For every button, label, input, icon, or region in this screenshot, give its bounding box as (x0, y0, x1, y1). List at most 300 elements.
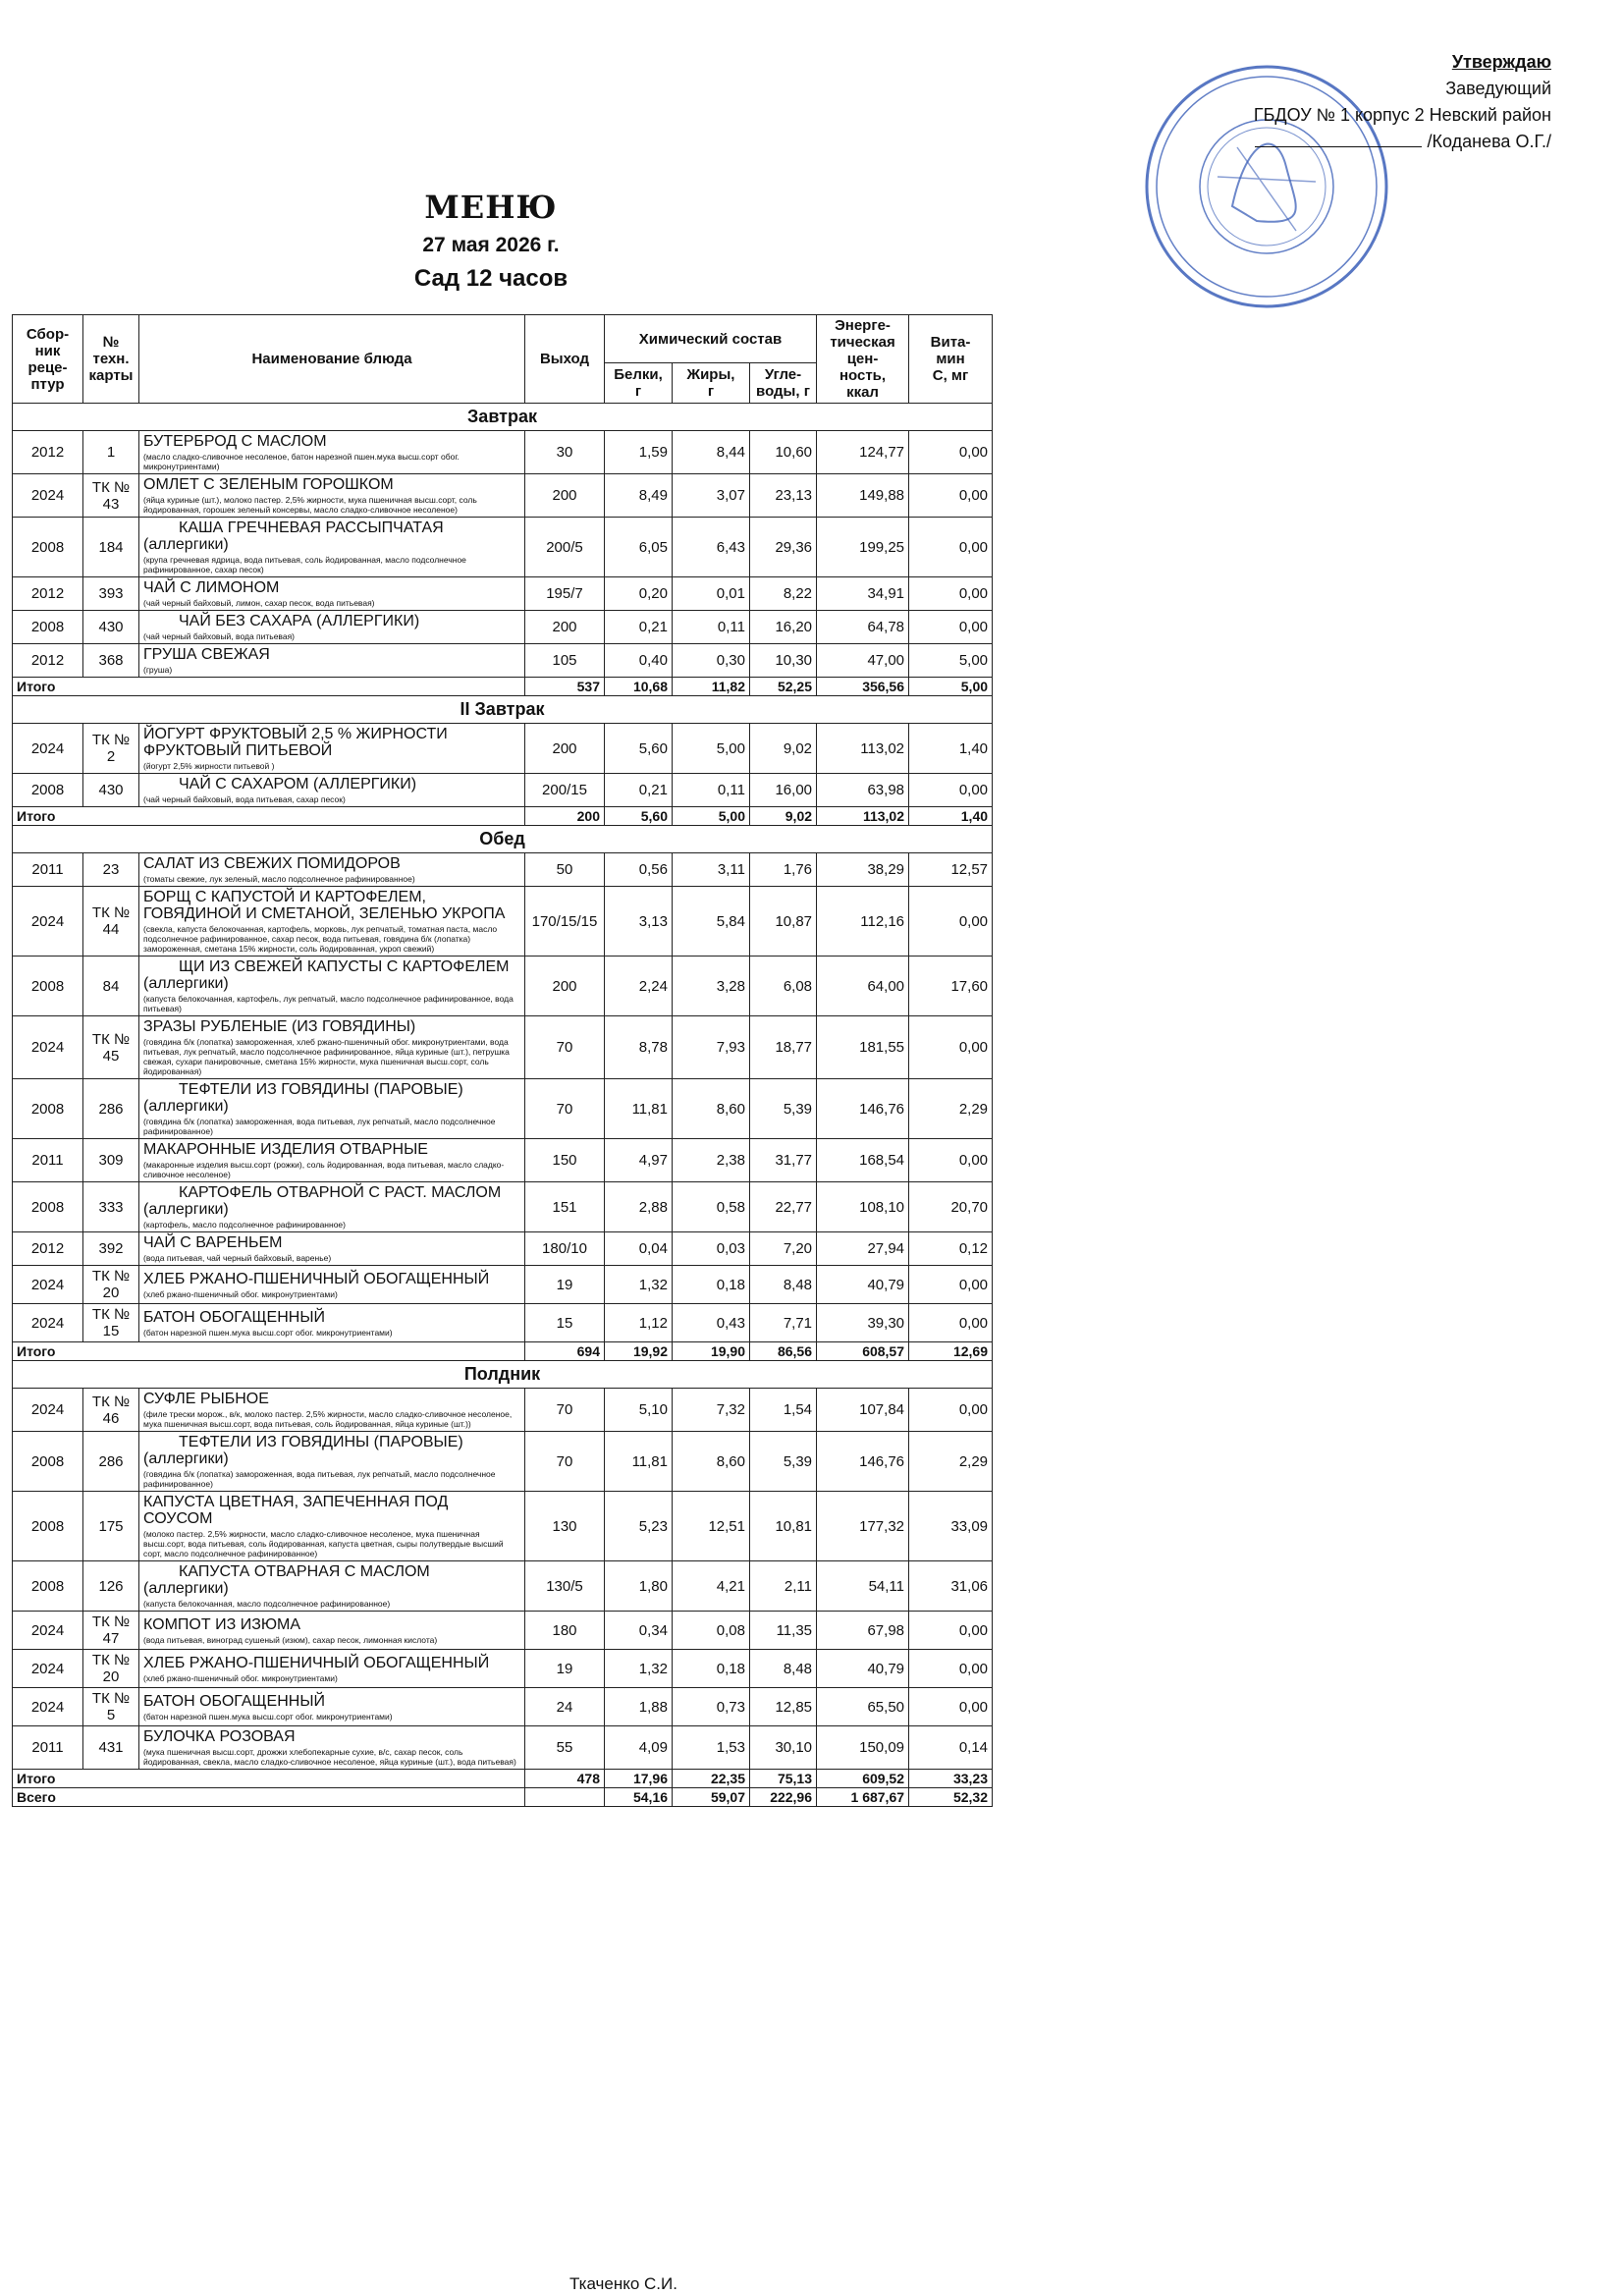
dish-name: САЛАТ ИЗ СВЕЖИХ ПОМИДОРОВ (143, 855, 401, 872)
tech-card-number: 126 (83, 1561, 139, 1612)
section-header (13, 404, 993, 431)
tech-card-number: 430 (83, 611, 139, 644)
dish-cell (139, 1561, 525, 1612)
dish-cell (139, 1079, 525, 1139)
approval-org: ГБДОУ № 1 корпус 2 Невский район (1253, 105, 1551, 125)
grand-total-fat: 59,07 (673, 1788, 750, 1807)
tech-card-number: ТК № 45 (83, 1016, 139, 1079)
dish-fat: 6,43 (673, 518, 750, 577)
dish-name: ЧАЙ С ЛИМОНОМ (143, 579, 280, 596)
dish-output: 105 (525, 644, 605, 678)
dish-energy: 150,09 (817, 1726, 909, 1770)
total-carbs: 75,13 (750, 1770, 817, 1788)
dish-carbs: 31,77 (750, 1139, 817, 1182)
dish-allergy-note: (аллергики) (143, 1580, 229, 1597)
dish-cell (139, 1492, 525, 1561)
dish-vitamin-c: 0,00 (909, 887, 993, 957)
dish-carbs: 30,10 (750, 1726, 817, 1770)
dish-vitamin-c: 20,70 (909, 1182, 993, 1232)
total-fat: 19,90 (673, 1342, 750, 1361)
tech-card-number: 286 (83, 1432, 139, 1492)
dish-protein: 1,59 (605, 431, 673, 474)
dish-allergy-note: (аллергики) (143, 536, 229, 553)
dish-ingredients: (говядина б/к (лопатка) замороженная, хлеб ржано-пшеничный обог. микронутриентами, вода питьевая, лук репчатый, масло подсолнечное рафинированное, яйца куриные (шт.), петрушка свежая, сухари панировочные, сметана 15% жирности, мука пшеничная высш.сорт, соль йодированная) (143, 1037, 510, 1076)
dish-fat: 0,58 (673, 1182, 750, 1232)
dish-name: ЗРАЗЫ РУБЛЕНЫЕ (ИЗ ГОВЯДИНЫ) (143, 1018, 416, 1035)
recipe-collection-year: 2024 (13, 1304, 83, 1342)
dish-name: ЩИ ИЗ СВЕЖЕЙ КАПУСТЫ С КАРТОФЕЛЕМ (179, 958, 510, 975)
dish-row (13, 1304, 993, 1342)
dish-cell (139, 1432, 525, 1492)
dish-row (13, 644, 993, 678)
dish-carbs: 12,85 (750, 1688, 817, 1726)
dish-protein: 1,32 (605, 1266, 673, 1304)
dish-carbs: 22,77 (750, 1182, 817, 1232)
dish-protein: 11,81 (605, 1079, 673, 1139)
total-protein: 19,92 (605, 1342, 673, 1361)
dish-protein: 0,40 (605, 644, 673, 678)
tech-card-number: ТК № 44 (83, 887, 139, 957)
signature-line (1255, 146, 1422, 147)
recipe-collection-year: 2024 (13, 1266, 83, 1304)
dish-carbs: 5,39 (750, 1432, 817, 1492)
tech-card-number: ТК № 47 (83, 1612, 139, 1650)
total-energy: 356,56 (817, 678, 909, 696)
dish-energy: 27,94 (817, 1232, 909, 1266)
dish-output: 30 (525, 431, 605, 474)
dish-protein: 5,60 (605, 724, 673, 774)
tech-card-number: ТК № 5 (83, 1688, 139, 1726)
tech-card-number: 392 (83, 1232, 139, 1266)
tech-card-number: 333 (83, 1182, 139, 1232)
recipe-collection-year: 2008 (13, 1432, 83, 1492)
dish-cell (139, 853, 525, 887)
dish-output: 200 (525, 474, 605, 518)
total-output: 200 (525, 807, 605, 826)
grand-total-output (525, 1788, 605, 1807)
dish-ingredients: (крупа гречневая ядрица, вода питьевая, соль йодированная, масло подсолнечное рафинированное, сахар песок) (143, 555, 466, 574)
dish-vitamin-c: 0,00 (909, 577, 993, 611)
dish-energy: 54,11 (817, 1561, 909, 1612)
recipe-collection-year: 2008 (13, 1492, 83, 1561)
dish-output: 70 (525, 1079, 605, 1139)
dish-carbs: 11,35 (750, 1612, 817, 1650)
recipe-collection-year: 2024 (13, 887, 83, 957)
dish-vitamin-c: 0,00 (909, 1688, 993, 1726)
recipe-collection-year: 2024 (13, 1688, 83, 1726)
dish-row (13, 1232, 993, 1266)
dish-vitamin-c: 0,00 (909, 1266, 993, 1304)
dish-row (13, 518, 993, 577)
total-output: 694 (525, 1342, 605, 1361)
dish-row (13, 1139, 993, 1182)
dish-name: ОМЛЕТ С ЗЕЛЕНЫМ ГОРОШКОМ (143, 476, 394, 493)
dish-row (13, 1432, 993, 1492)
recipe-collection-year: 2024 (13, 1612, 83, 1650)
dish-cell (139, 431, 525, 474)
dish-ingredients: (свекла, капуста белокочанная, картофель, морковь, лук репчатый, томатная паста, масло подсолнечное рафинированное, сахар песок, вода питьевая, говядина б/к (лопатка) замороженная, сметана 15% жирности, соль йодированная, укроп свежий) (143, 924, 498, 954)
dish-ingredients: (капуста белокочанная, картофель, лук репчатый, масло подсолнечное рафинированное, вода питьевая) (143, 994, 514, 1013)
dish-cell (139, 1232, 525, 1266)
dish-protein: 11,81 (605, 1432, 673, 1492)
grand-total-label: Всего (13, 1788, 525, 1807)
dish-protein: 0,21 (605, 774, 673, 807)
total-vitamin-c: 33,23 (909, 1770, 993, 1788)
dish-energy: 64,00 (817, 957, 909, 1016)
dish-name: БАТОН ОБОГАЩЕННЫЙ (143, 1692, 325, 1710)
col-collection: Сбор- ник реце- птур (13, 315, 83, 404)
dish-ingredients: (яйца куриные (шт.), молоко пастер. 2,5% жирности, мука пшеничная высш.сорт, соль йодированная, горошек зеленый консервы, масло сладко-сливочное несоленое) (143, 495, 477, 515)
dish-protein: 0,20 (605, 577, 673, 611)
dish-carbs: 8,48 (750, 1650, 817, 1688)
dish-fat: 8,60 (673, 1432, 750, 1492)
dish-protein: 5,10 (605, 1389, 673, 1432)
dish-carbs: 29,36 (750, 518, 817, 577)
grand-total-vitamin-c: 52,32 (909, 1788, 993, 1807)
recipe-collection-year: 2008 (13, 957, 83, 1016)
dish-carbs: 8,22 (750, 577, 817, 611)
dish-protein: 2,88 (605, 1182, 673, 1232)
dish-cell (139, 887, 525, 957)
dish-fat: 5,00 (673, 724, 750, 774)
total-label: Итого (13, 678, 525, 696)
dish-name: ТЕФТЕЛИ ИЗ ГОВЯДИНЫ (ПАРОВЫЕ) (179, 1081, 463, 1098)
dish-output: 19 (525, 1650, 605, 1688)
dish-output: 200/15 (525, 774, 605, 807)
recipe-collection-year: 2012 (13, 644, 83, 678)
approval-signer: /Коданева О.Г./ (1427, 132, 1551, 151)
total-fat: 5,00 (673, 807, 750, 826)
dish-fat: 7,32 (673, 1389, 750, 1432)
total-label: Итого (13, 1342, 525, 1361)
dish-ingredients: (вода питьевая, чай черный байховый, варенье) (143, 1253, 332, 1263)
section-header (13, 696, 993, 724)
dish-vitamin-c: 0,12 (909, 1232, 993, 1266)
dish-ingredients: (говядина б/к (лопатка) замороженная, вода питьевая, лук репчатый, масло подсолнечное рафинированное) (143, 1117, 496, 1136)
dish-energy: 39,30 (817, 1304, 909, 1342)
recipe-collection-year: 2008 (13, 774, 83, 807)
dish-protein: 3,13 (605, 887, 673, 957)
section-total-row (13, 807, 993, 826)
dish-output: 195/7 (525, 577, 605, 611)
dish-carbs: 18,77 (750, 1016, 817, 1079)
section-total-row (13, 1770, 993, 1788)
tech-card-number: 393 (83, 577, 139, 611)
dish-energy: 168,54 (817, 1139, 909, 1182)
dish-ingredients: (капуста белокочанная, масло подсолнечное рафинированное) (143, 1599, 391, 1609)
total-output: 537 (525, 678, 605, 696)
recipe-collection-year: 2024 (13, 724, 83, 774)
section-title: Обед (13, 826, 993, 853)
tech-card-number: 23 (83, 853, 139, 887)
approval-title: Утверждаю (1451, 52, 1551, 72)
dish-output: 130 (525, 1492, 605, 1561)
col-card: № техн. карты (83, 315, 139, 404)
dish-vitamin-c: 0,00 (909, 1016, 993, 1079)
total-energy: 113,02 (817, 807, 909, 826)
section-title: Полдник (13, 1361, 993, 1389)
dish-energy: 63,98 (817, 774, 909, 807)
dish-ingredients: (батон нарезной пшен.мука высш.сорт обог. микронутриентами) (143, 1711, 393, 1722)
dish-carbs: 8,48 (750, 1266, 817, 1304)
dish-output: 180/10 (525, 1232, 605, 1266)
dish-fat: 8,60 (673, 1079, 750, 1139)
dish-ingredients: (филе трески морож., в/к, молоко пастер. 2,5% жирности, масло сладко-сливочное несоленое, мука пшеничная высш.сорт, вода питьевая, соль йодированная, яйца куриные (шт.)) (143, 1409, 513, 1429)
dish-row (13, 1650, 993, 1688)
dish-allergy-note: (аллергики) (143, 1201, 229, 1218)
col-chem: Химический состав (605, 315, 817, 363)
dish-protein: 0,21 (605, 611, 673, 644)
total-label: Итого (13, 807, 525, 826)
tech-card-number: 430 (83, 774, 139, 807)
footer-signature (491, 2274, 785, 2294)
total-energy: 609,52 (817, 1770, 909, 1788)
dish-cell (139, 1612, 525, 1650)
dish-fat: 0,73 (673, 1688, 750, 1726)
dish-output: 130/5 (525, 1561, 605, 1612)
dish-vitamin-c: 33,09 (909, 1492, 993, 1561)
dish-name: ХЛЕБ РЖАНО-ПШЕНИЧНЫЙ ОБОГАЩЕННЫЙ (143, 1270, 490, 1287)
dish-cell (139, 724, 525, 774)
section-title: Завтрак (13, 404, 993, 431)
dish-row (13, 853, 993, 887)
dish-row (13, 1492, 993, 1561)
dish-energy: 149,88 (817, 474, 909, 518)
dish-ingredients: (мука пшеничная высш.сорт, дрожжи хлебопекарные сухие, в/с, сахар песок, соль йодированная, свекла, масло сладко-сливочное несоленое, яйца куриные (шт.), вода питьевая) (143, 1747, 516, 1767)
dish-cell (139, 474, 525, 518)
dish-row (13, 1389, 993, 1432)
dish-output: 55 (525, 1726, 605, 1770)
dish-energy: 181,55 (817, 1016, 909, 1079)
dish-protein: 4,97 (605, 1139, 673, 1182)
tech-card-number: 286 (83, 1079, 139, 1139)
menu-table (12, 314, 993, 1807)
dish-output: 180 (525, 1612, 605, 1650)
dish-row (13, 577, 993, 611)
col-energy: Энерге- тическая цен- ность, ккал (817, 315, 909, 404)
dish-vitamin-c: 0,00 (909, 518, 993, 577)
dish-protein: 8,49 (605, 474, 673, 518)
dish-carbs: 7,20 (750, 1232, 817, 1266)
dish-cell (139, 1182, 525, 1232)
col-fat: Жиры, г (673, 363, 750, 404)
menu-date: 27 мая 2026 г. (422, 234, 560, 256)
dish-output: 170/15/15 (525, 887, 605, 957)
recipe-collection-year: 2024 (13, 474, 83, 518)
dish-vitamin-c: 0,00 (909, 1304, 993, 1342)
dish-output: 50 (525, 853, 605, 887)
dish-output: 200 (525, 611, 605, 644)
section-header (13, 1361, 993, 1389)
total-output: 478 (525, 1770, 605, 1788)
dish-cell (139, 611, 525, 644)
dish-protein: 4,09 (605, 1726, 673, 1770)
dish-energy: 40,79 (817, 1650, 909, 1688)
dish-energy: 67,98 (817, 1612, 909, 1650)
dish-row (13, 1688, 993, 1726)
dish-vitamin-c: 0,00 (909, 1389, 993, 1432)
dish-energy: 199,25 (817, 518, 909, 577)
dish-carbs: 6,08 (750, 957, 817, 1016)
dish-cell (139, 644, 525, 678)
dish-output: 19 (525, 1266, 605, 1304)
dish-vitamin-c: 0,00 (909, 1650, 993, 1688)
dish-fat: 2,38 (673, 1139, 750, 1182)
dish-energy: 65,50 (817, 1688, 909, 1726)
dish-output: 70 (525, 1432, 605, 1492)
dish-output: 200 (525, 957, 605, 1016)
dish-name: ЙОГУРТ ФРУКТОВЫЙ 2,5 % ЖИРНОСТИ ФРУКТОВЫЙ ПИТЬЕВОЙ (143, 726, 448, 759)
recipe-collection-year: 2024 (13, 1389, 83, 1432)
dish-fat: 0,01 (673, 577, 750, 611)
tech-card-number: 431 (83, 1726, 139, 1770)
dish-vitamin-c: 0,00 (909, 611, 993, 644)
dish-fat: 0,08 (673, 1612, 750, 1650)
dish-carbs: 23,13 (750, 474, 817, 518)
recipe-collection-year: 2012 (13, 431, 83, 474)
dish-vitamin-c: 0,00 (909, 431, 993, 474)
tech-card-number: ТК № 2 (83, 724, 139, 774)
dish-carbs: 7,71 (750, 1304, 817, 1342)
dish-carbs: 5,39 (750, 1079, 817, 1139)
tech-card-number: 84 (83, 957, 139, 1016)
dish-vitamin-c: 1,40 (909, 724, 993, 774)
dish-energy: 40,79 (817, 1266, 909, 1304)
approval-position: Заведующий (1445, 79, 1551, 98)
dish-output: 200 (525, 724, 605, 774)
total-energy: 608,57 (817, 1342, 909, 1361)
dish-fat: 0,03 (673, 1232, 750, 1266)
dish-output: 15 (525, 1304, 605, 1342)
dish-protein: 1,88 (605, 1688, 673, 1726)
grand-total-row (13, 1788, 993, 1807)
dish-cell (139, 1016, 525, 1079)
dish-carbs: 10,87 (750, 887, 817, 957)
recipe-collection-year: 2008 (13, 611, 83, 644)
dish-name: СУФЛЕ РЫБНОЕ (143, 1391, 269, 1407)
total-vitamin-c: 12,69 (909, 1342, 993, 1361)
dish-energy: 38,29 (817, 853, 909, 887)
dish-vitamin-c: 0,00 (909, 474, 993, 518)
dish-name: БУЛОЧКА РОЗОВАЯ (143, 1728, 296, 1745)
dish-ingredients: (вода питьевая, виноград сушеный (изюм), сахар песок, лимонная кислота) (143, 1634, 438, 1645)
total-carbs: 9,02 (750, 807, 817, 826)
dish-name: КАША ГРЕЧНЕВАЯ РАССЫПЧАТАЯ (179, 519, 444, 536)
dish-output: 151 (525, 1182, 605, 1232)
col-output: Выход (525, 315, 605, 404)
dish-carbs: 16,00 (750, 774, 817, 807)
dish-cell (139, 1688, 525, 1726)
tech-card-number: 184 (83, 518, 139, 577)
dish-fat: 0,43 (673, 1304, 750, 1342)
dish-vitamin-c: 0,14 (909, 1726, 993, 1770)
tech-card-number: ТК № 43 (83, 474, 139, 518)
recipe-collection-year: 2012 (13, 577, 83, 611)
signer-name: Ткаченко С.И. (569, 2274, 677, 2293)
dish-protein: 2,24 (605, 957, 673, 1016)
dish-fat: 4,21 (673, 1561, 750, 1612)
col-carbs: Угле- воды, г (750, 363, 817, 404)
dish-energy: 146,76 (817, 1432, 909, 1492)
dish-row (13, 1266, 993, 1304)
dish-fat: 12,51 (673, 1492, 750, 1561)
dish-carbs: 2,11 (750, 1561, 817, 1612)
total-fat: 22,35 (673, 1770, 750, 1788)
dish-name: ЧАЙ С САХАРОМ (АЛЛЕРГИКИ) (179, 776, 417, 793)
dish-row (13, 774, 993, 807)
dish-fat: 0,11 (673, 774, 750, 807)
dish-output: 24 (525, 1688, 605, 1726)
dish-vitamin-c: 2,29 (909, 1079, 993, 1139)
menu-group: Сад 12 часов (413, 265, 568, 292)
dish-row (13, 474, 993, 518)
tech-card-number: 368 (83, 644, 139, 678)
dish-row (13, 1016, 993, 1079)
total-carbs: 86,56 (750, 1342, 817, 1361)
dish-ingredients: (йогурт 2,5% жирности питьевой ) (143, 761, 275, 771)
menu-title: МЕНЮ (424, 189, 558, 226)
recipe-collection-year: 2012 (13, 1232, 83, 1266)
menu-body (13, 404, 993, 1807)
dish-protein: 8,78 (605, 1016, 673, 1079)
dish-ingredients: (молоко пастер. 2,5% жирности, масло сладко-сливочное несоленое, мука пшеничная высш.сорт, вода питьевая, соль йодированная, капуста цветная, сыры полутвердые высший сорт, масло подсолнечное рафинированное) (143, 1529, 504, 1558)
total-carbs: 52,25 (750, 678, 817, 696)
dish-row (13, 724, 993, 774)
dish-name: ХЛЕБ РЖАНО-ПШЕНИЧНЫЙ ОБОГАЩЕННЫЙ (143, 1654, 490, 1671)
dish-carbs: 10,30 (750, 644, 817, 678)
tech-card-number: 309 (83, 1139, 139, 1182)
dish-name: БУТЕРБРОД С МАСЛОМ (143, 433, 327, 450)
dish-output: 70 (525, 1016, 605, 1079)
tech-card-number: ТК № 20 (83, 1650, 139, 1688)
dish-carbs: 10,81 (750, 1492, 817, 1561)
dish-energy: 108,10 (817, 1182, 909, 1232)
recipe-collection-year: 2024 (13, 1650, 83, 1688)
dish-name: ЧАЙ С ВАРЕНЬЕМ (143, 1234, 283, 1251)
dish-cell (139, 1650, 525, 1688)
dish-energy: 107,84 (817, 1389, 909, 1432)
col-dish: Наименование блюда (139, 315, 525, 404)
dish-ingredients: (груша) (143, 665, 173, 675)
dish-ingredients: (чай черный байховый, вода питьевая) (143, 631, 296, 641)
dish-cell (139, 1726, 525, 1770)
dish-energy: 124,77 (817, 431, 909, 474)
dish-ingredients: (хлеб ржано-пшеничный обог. микронутриентами) (143, 1288, 338, 1299)
dish-ingredients: (чай черный байховый, лимон, сахар песок, вода питьевая) (143, 598, 375, 608)
tech-card-number: ТК № 15 (83, 1304, 139, 1342)
dish-cell (139, 1266, 525, 1304)
col-vitc: Вита- мин С, мг (909, 315, 993, 404)
approval-block (1159, 49, 1551, 155)
dish-energy: 47,00 (817, 644, 909, 678)
recipe-collection-year: 2008 (13, 1182, 83, 1232)
dish-carbs: 16,20 (750, 611, 817, 644)
dish-protein: 1,32 (605, 1650, 673, 1688)
recipe-collection-year: 2011 (13, 1139, 83, 1182)
dish-energy: 177,32 (817, 1492, 909, 1561)
section-total-row (13, 678, 993, 696)
dish-cell (139, 577, 525, 611)
total-vitamin-c: 5,00 (909, 678, 993, 696)
grand-total-protein: 54,16 (605, 1788, 673, 1807)
dish-cell (139, 518, 525, 577)
dish-fat: 3,28 (673, 957, 750, 1016)
dish-carbs: 10,60 (750, 431, 817, 474)
dish-row (13, 1561, 993, 1612)
recipe-collection-year: 2008 (13, 1079, 83, 1139)
dish-name: КАПУСТА ОТВАРНАЯ С МАСЛОМ (179, 1563, 430, 1580)
dish-fat: 0,30 (673, 644, 750, 678)
